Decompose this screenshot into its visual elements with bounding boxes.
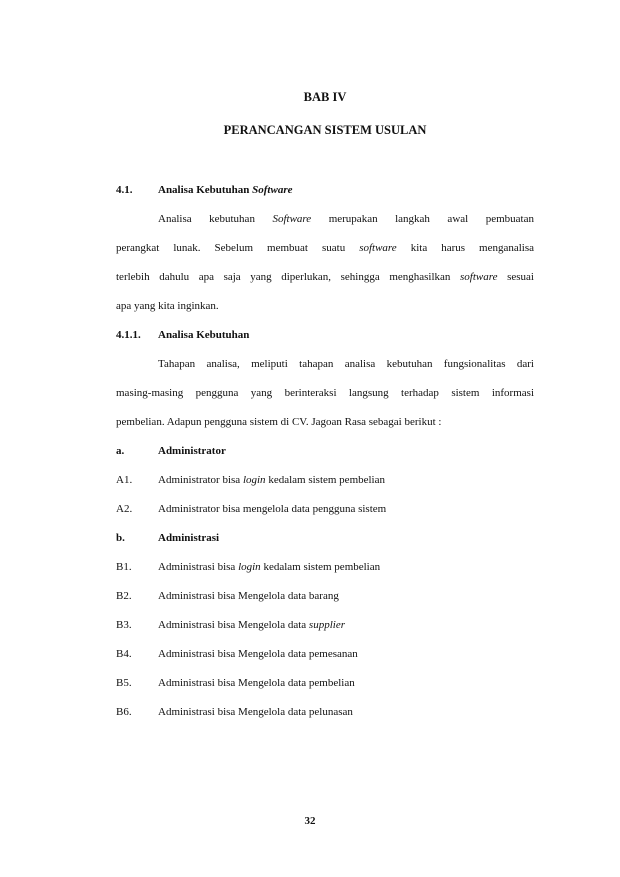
section-number: 4.1. [116,184,133,196]
list-item-id: B5. [116,677,132,689]
list-item-id: B3. [116,619,132,631]
list-marker: a. [116,445,125,457]
paragraph-line: perangkat lunak. Sebelum membuat suatu software kita harus menganalisa [116,242,534,254]
list-item-text: Administrasi bisa Mengelola data pemesanan [158,648,358,660]
list-item-id: B2. [116,590,132,602]
list-item-id: B1. [116,561,132,573]
paragraph-line: pembelian. Adapun pengguna sistem di CV. Jagoan Rasa sebagai berikut : [116,416,442,428]
list-item-text: Administrasi bisa Mengelola data pelunasan [158,706,353,718]
paragraph-line: terlebih dahulu apa saja yang diperlukan, sehingga menghasilkan software sesuai [116,271,534,283]
list-item-text: Administrasi bisa Mengelola data barang [158,590,339,602]
paragraph-line: masing-masing pengguna yang berinteraksi langsung terhadap sistem informasi [116,387,534,399]
paragraph-line: apa yang kita inginkan. [116,300,219,312]
chapter-number: BAB IV [303,90,347,104]
page-number: 32 [304,815,316,827]
section-title: Analisa Kebutuhan Software [158,184,293,196]
list-item-id: B4. [116,648,132,660]
list-group-title: Administrator [158,445,226,457]
list-item-text: Administrasi bisa login kedalam sistem pembelian [158,561,381,573]
list-group-title: Administrasi [158,532,220,544]
list-item-id: A2. [116,503,133,515]
section-title: Analisa Kebutuhan [158,329,250,341]
list-marker: b. [116,532,125,544]
paragraph-line: Analisa kebutuhan Software merupakan langkah awal pembuatan [158,213,534,225]
list-item-text: Administrator bisa login kedalam sistem pembelian [158,474,385,486]
paragraph-line: Tahapan analisa, meliputi tahapan analisa kebutuhan fungsionalitas dari [158,358,534,370]
chapter-title: PERANCANGAN SISTEM USULAN [223,123,427,137]
list-item-text: Administrator bisa mengelola data pengguna sistem [158,503,387,515]
list-item-text: Administrasi bisa Mengelola data supplier [158,619,345,631]
list-item-text: Administrasi bisa Mengelola data pembelian [158,677,355,689]
list-item-id: B6. [116,706,132,718]
list-item-id: A1. [116,474,133,486]
section-number: 4.1.1. [116,329,141,341]
